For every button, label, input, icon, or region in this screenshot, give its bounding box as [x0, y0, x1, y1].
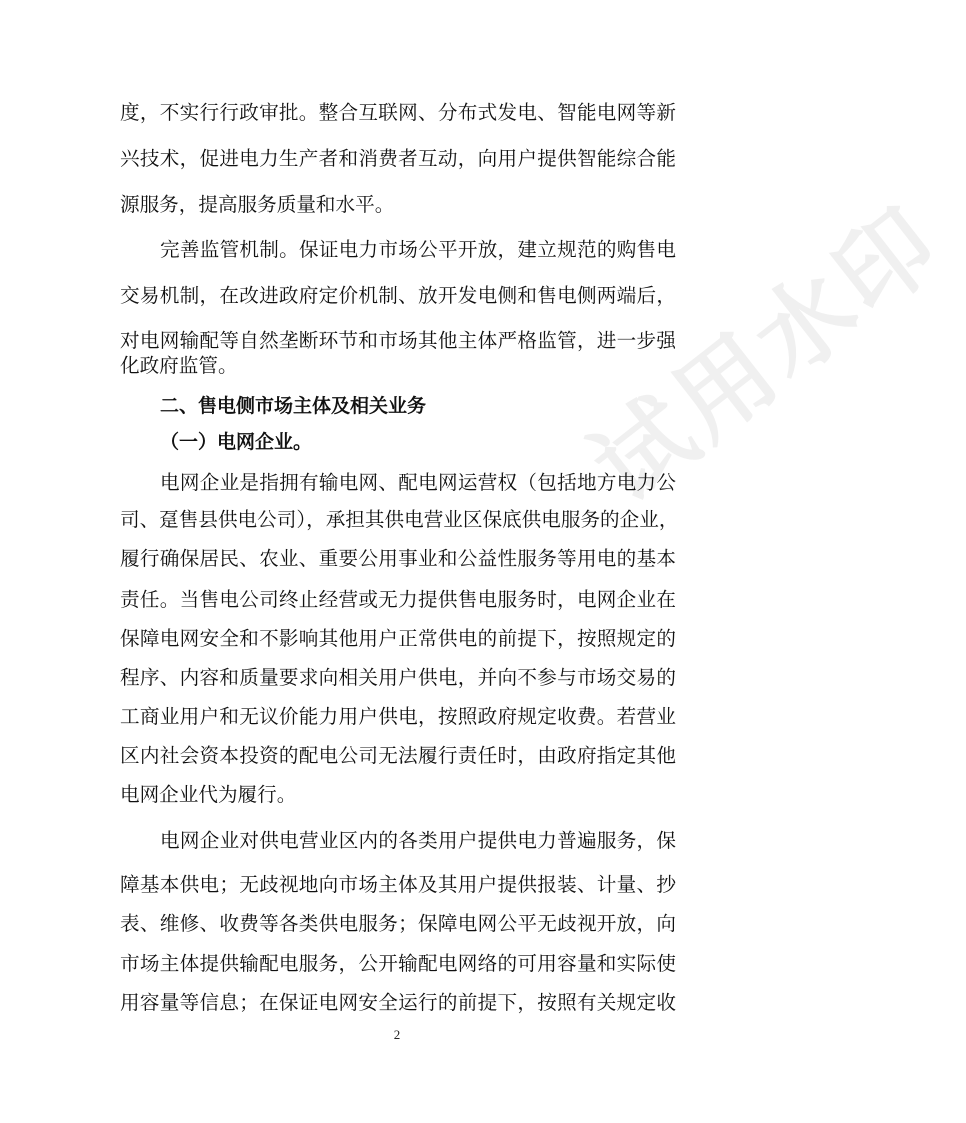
body-line: 化政府监管。: [120, 354, 238, 377]
body-line: 兴技术，促进电力生产者和消费者互动，向用户提供智能综合能: [120, 147, 676, 170]
body-line: 电网企业是指拥有输电网、配电网运营权（包括地方电力公: [160, 471, 676, 494]
subsection-heading: （一）电网企业。: [160, 431, 313, 453]
body-line: 障基本供电；无歧视地向市场主体及其用户提供报装、计量、抄: [120, 873, 676, 896]
body-line: 交易机制，在改进政府定价机制、放开发电侧和售电侧两端后，: [120, 284, 676, 307]
body-line: 履行确保居民、农业、重要公用事业和公益性服务等用电的基本: [120, 547, 676, 570]
body-line: 表、维修、收费等各类供电服务；保障电网公平无歧视开放，向: [120, 912, 676, 935]
body-line: 司、趸售县供电公司），承担其供电营业区保底供电服务的企业，: [120, 508, 679, 531]
body-line: 区内社会资本投资的配电公司无法履行责任时，由政府指定其他: [120, 744, 676, 767]
body-line: 市场主体提供输配电服务，公开输配电网络的可用容量和实际使: [120, 952, 676, 975]
section-heading: 二、售电侧市场主体及相关业务: [160, 395, 427, 417]
body-line: 用容量等信息；在保证电网安全运行的前提下，按照有关规定收: [120, 991, 676, 1014]
body-line: 电网企业对供电营业区内的各类用户提供电力普遍服务，保: [160, 829, 676, 852]
body-line: 完善监管机制。保证电力市场公平开放，建立规范的购售电: [160, 238, 676, 261]
body-line: 度，不实行行政审批。整合互联网、分布式发电、智能电网等新: [120, 101, 676, 124]
body-line: 工商业用户和无议价能力用户供电，按照政府规定收费。若营业: [120, 705, 676, 728]
body-line: 保障电网安全和不影响其他用户正常供电的前提下，按照规定的: [120, 627, 676, 650]
page-number: 2: [393, 1027, 401, 1042]
body-line: 程序、内容和质量要求向相关用户供电，并向不参与市场交易的: [120, 666, 676, 689]
body-line: 责任。当售电公司终止经营或无力提供售电服务时，电网企业在: [120, 588, 676, 611]
body-line: 对电网输配等自然垄断环节和市场其他主体严格监管，进一步强: [120, 329, 676, 352]
body-line: 电网企业代为履行。: [120, 783, 297, 806]
body-line: 源服务，提高服务质量和水平。: [120, 193, 395, 216]
watermark: 试用水印: [572, 184, 963, 525]
